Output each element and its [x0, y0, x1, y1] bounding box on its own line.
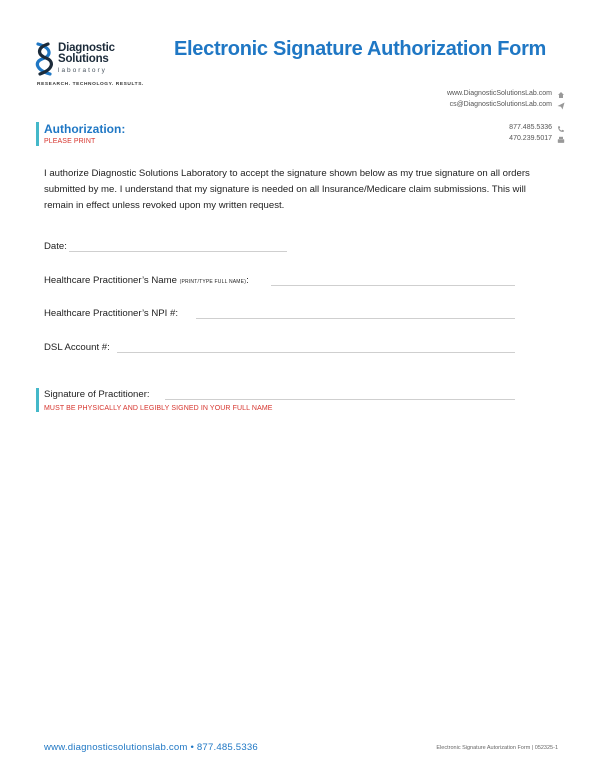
practitioner-name-field[interactable]: [271, 285, 515, 286]
please-print-note: PLEASE PRINT: [44, 138, 96, 145]
phone-icon: [557, 125, 565, 133]
practitioner-name-label-text: Healthcare Practitioner’s Name: [44, 275, 177, 286]
send-icon: [557, 102, 565, 110]
signature-field[interactable]: [165, 399, 515, 400]
contact-fax: 470.239.5017: [509, 135, 552, 142]
contact-email[interactable]: cs@DiagnosticSolutionsLab.com: [449, 101, 552, 108]
contact-website[interactable]: www.DiagnosticSolutionsLab.com: [446, 90, 552, 97]
date-label: Date:: [44, 241, 67, 252]
logo-tagline: RESEARCH. TECHNOLOGY. RESULTS.: [37, 82, 144, 87]
footer-contact[interactable]: www.diagnosticsolutionslab.com • 877.485.5336: [44, 742, 258, 753]
contact-phone[interactable]: 877.485.5336: [509, 124, 552, 131]
logo-subtitle: laboratory: [58, 67, 107, 74]
home-icon: [557, 91, 565, 99]
authorization-heading: Authorization:: [44, 122, 126, 136]
dna-helix-icon: [34, 42, 60, 76]
form-title: Electronic Signature Authorization Form: [174, 38, 547, 60]
signature-note: MUST BE PHYSICALLY AND LEGIBLY SIGNED IN YOUR FULL NAME: [44, 405, 273, 412]
logo-wordmark: [58, 43, 115, 65]
authorization-statement: I authorize Diagnostic Solutions Laboratory to accept the signature shown below as my true signature on all orders submitted by me. I understand that my signature is needed on all Insurance/Medicare claim submissions. This will remain in effect unless revoked upon my written request.: [44, 168, 530, 211]
footer-form-id: Electronic Signature Autorization Form | 052325-1: [436, 745, 558, 751]
fax-icon: [557, 136, 565, 144]
logo-line-2: Solutions: [58, 53, 109, 65]
print-type-hint: (PRINT/TYPE FULL NAME): [179, 279, 247, 285]
dsl-account-label: DSL Account #:: [44, 342, 110, 353]
npi-label: Healthcare Practitioner’s NPI #:: [44, 308, 179, 319]
signature-label: Signature of Practitioner:: [44, 389, 150, 400]
logo-line-1: Diagnostic: [58, 42, 115, 54]
date-field[interactable]: [69, 251, 287, 252]
practitioner-name-label: [44, 275, 249, 286]
section-accent-bar: [36, 122, 39, 146]
signature-accent-bar: [36, 388, 39, 412]
dsl-account-field[interactable]: [117, 352, 515, 353]
name-colon: :: [246, 275, 249, 286]
npi-field[interactable]: [196, 318, 515, 319]
